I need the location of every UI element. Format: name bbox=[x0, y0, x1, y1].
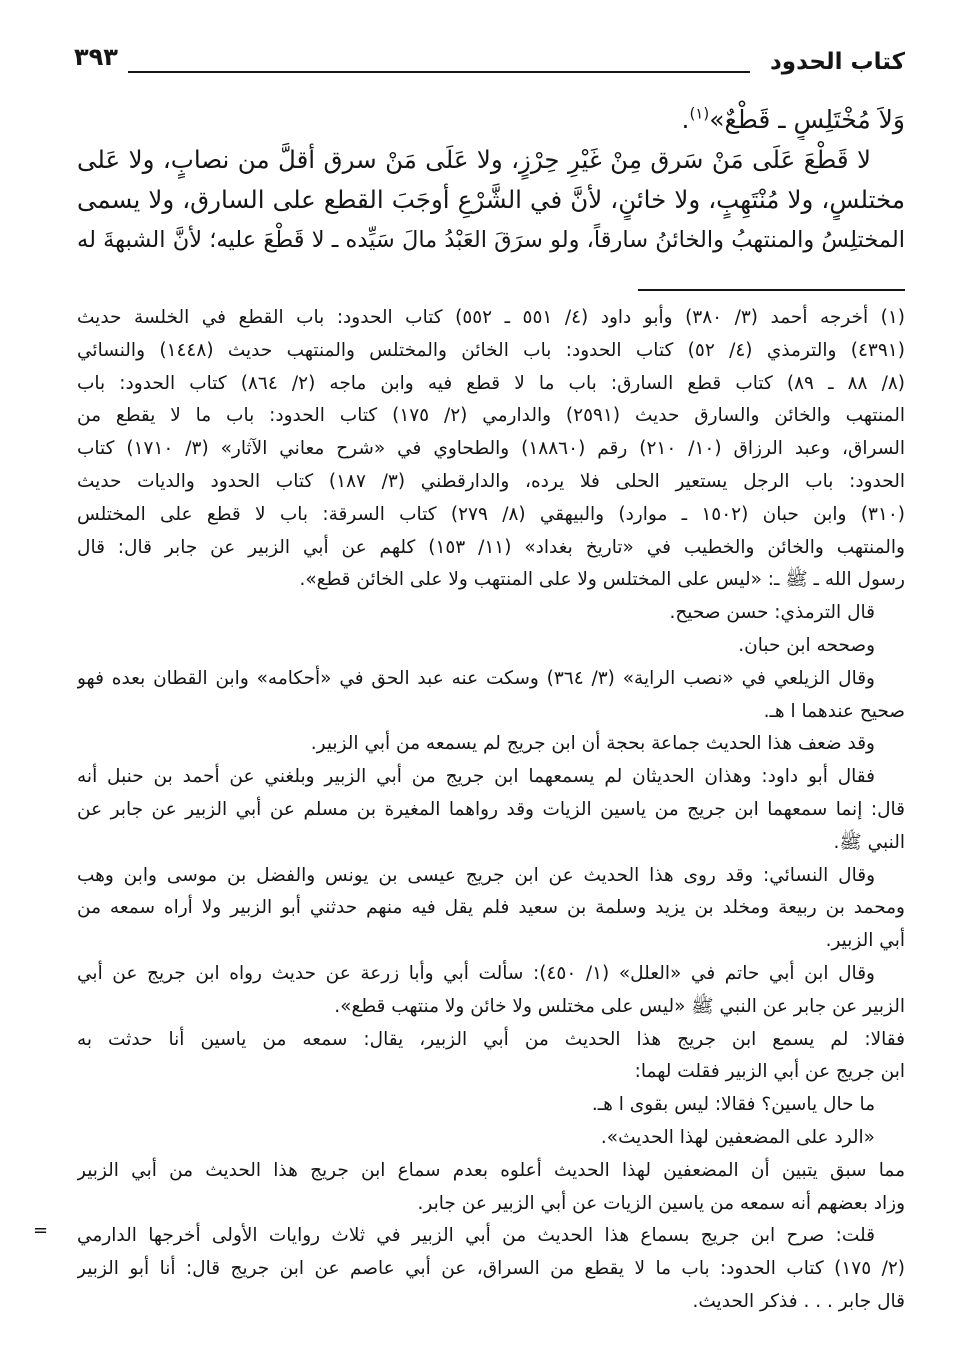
footnote-reference: (١) bbox=[689, 104, 710, 123]
running-head-title: كتاب الحدود bbox=[769, 49, 905, 75]
footnote-line: وقال ابن أبي حاتم في «العلل» (١/ ٤٥٠): سألت أبي وأبا زرعة عن حديث رواه ابن جريج عن أبي bbox=[77, 962, 875, 984]
footnote-line: وزاد بعضهم أنه سمعه من ياسين الزيات عن أبي الزبير عن جابر. bbox=[417, 1192, 905, 1214]
main-text-punctuation: . bbox=[681, 105, 690, 134]
footnote-line: أبي الزبير. bbox=[825, 930, 905, 952]
footnote-line: وقال الزيلعي في «نصب الراية» (٣/ ٣٦٤) وسكت عنه عبد الحق في «أحكامه» وابن القطان بعده فهو bbox=[77, 667, 875, 689]
footnote-line: الزبير عن جابر عن النبي ﷺ «ليس على مختلس ولا خائن ولا منتهب قطع». bbox=[334, 995, 905, 1017]
footnote-line: صحيح عندهما ا هـ. bbox=[763, 700, 905, 722]
margin-mark: = bbox=[33, 1220, 49, 1241]
footnote-line: فقال أبو داود: وهذان الحديثان لم يسمعهما ابن جريج من أبي الزبير وبلغني عن أحمد بن حنبل أنه bbox=[77, 766, 875, 788]
footnote-line: قال: إنما سمعهما ابن جريج من ياسين الزيات وقد رواهما المغيرة بن مسلم عن أبي الزبير عن جابر عن bbox=[77, 798, 905, 820]
footnote-line: قال الترمذي: حسن صحيح. bbox=[669, 602, 875, 624]
footnote-line: قال جابر . . . فذكر الحديث. bbox=[692, 1290, 905, 1312]
footnote-line: (٣١٠) وابن حبان (١٥٠٢ ـ موارد) والبيهقي (٨/ ٢٧٩) كتاب السرقة: باب لا قطع على المختلس bbox=[77, 503, 905, 525]
footnotes bbox=[77, 302, 905, 1319]
footnote-line: ابن جريج عن أبي الزبير فقلت لهما: bbox=[634, 1061, 905, 1083]
footnote-separator bbox=[638, 289, 905, 291]
page-number: ٣٩٣ bbox=[74, 43, 118, 71]
main-text-fragment: وَلاَ مُخْتَلِسٍ ـ قَطْعٌ» bbox=[709, 105, 905, 134]
footnote-line: السراق، وعبد الرزاق (١٠/ ٢١٠) رقم (١٨٨٦٠) والطحاوي في «شرح معاني الآثار» (٣/ ١٧١٠) كتاب bbox=[77, 438, 905, 460]
footnote-line: ومحمد بن ربيعة ومخلد بن يزيد وسلمة بن سعيد فلم يقل فيه منهم حدثني أبو الزبير ولا أراه سمعه من bbox=[77, 897, 905, 919]
main-text-line bbox=[77, 100, 905, 140]
main-text-line: لا قَطْعَ عَلَى مَنْ سَرق مِنْ غَيْرِ حِرْزٍ، ولا عَلَى مَنْ سرق أقلَّ من نصابٍ، ولا عَلى bbox=[77, 145, 871, 174]
footnote-line: مما سبق يتبين أن المضعفين لهذا الحديث أعلوه بعدم سماع ابن جريج هذا الحديث من أبي الزبير bbox=[77, 1159, 905, 1181]
footnote-line: الحدود: باب الرجل يستعير الحلى فلا يرده، والدارقطني (٣/ ١٨٧) كتاب الحدود والديات حديث bbox=[77, 470, 905, 492]
footnote-line: المنتهب والخائن والسارق حديث (٢٥٩١) والدارمي (٢/ ١٧٥) كتاب الحدود: باب ما لا يقطع من bbox=[77, 405, 905, 427]
main-text bbox=[77, 100, 905, 260]
footnote-line: (٨/ ٨٨ ـ ٨٩) كتاب قطع السارق: باب ما لا قطع فيه وابن ماجه (٢/ ٨٦٤) كتاب الحدود: باب bbox=[77, 372, 905, 394]
footnote-line: وقد ضعف هذا الحديث جماعة بحجة أن ابن جريج لم يسمعه من أبي الزبير. bbox=[310, 733, 875, 755]
footnote-line: (١) أخرجه أحمد (٣/ ٣٨٠) وأبو داود (٤/ ٥٥١ ـ ٥٥٢) كتاب الحدود: باب القطع في الخلسة حديث bbox=[77, 307, 905, 328]
footnote-line: (٤٣٩١) والترمذي (٤/ ٥٢) كتاب الحدود: باب الخائن والمختلس والمنتهب حديث (١٤٤٨) والنسائي bbox=[77, 339, 905, 361]
footnote-line: وصححه ابن حبان. bbox=[738, 634, 875, 656]
footnote-line: فقالا: لم يسمع ابن جريج هذا الحديث من أبي الزبير، يقال: سمعه من ياسين أنا حدثت به bbox=[77, 1028, 905, 1050]
footnote-line: النبي ﷺ. bbox=[833, 831, 905, 853]
footnote-line: وقال النسائي: وقد روى هذا الحديث عن ابن جريج عيسى بن يونس والفضل بن موسى وابن وهب bbox=[77, 864, 875, 886]
main-text-line: مختلسٍ، ولا مُنْتَهِبٍ، ولا خائنٍ، لأنَّ في الشَّرْعِ أوجَبَ القطع على السارق، ولا يسمى bbox=[77, 185, 905, 214]
footnote-line: «الرد على المضعفين لهذا الحديث». bbox=[600, 1126, 875, 1148]
footnote-line: ما حال ياسين؟ فقالا: ليس بقوى ا هـ. bbox=[591, 1094, 875, 1116]
footnote-line: قلت: صرح ابن جريج بسماع هذا الحديث من أبي الزبير في ثلاث روايات الأولى أخرجها الدارمي bbox=[77, 1225, 875, 1247]
main-text-line: المختلِسُ والمنتهبُ والخائنُ سارقاً، ولو سرَقَ العَبْدُ مالَ سَيِّده ـ لا قَطْعَ عليه؛ لأنَّ الشبهةَ له bbox=[77, 227, 905, 253]
footnote-line: والمنتهب والخائن والخطيب في «تاريخ بغداد» (١١/ ١٥٣) كلهم عن أبي الزبير عن جابر قال: قال bbox=[77, 536, 905, 558]
footnote-line: رسول الله ـ ﷺ ـ: «ليس على المختلس ولا على المنتهب ولا على الخائن قطع». bbox=[299, 569, 905, 591]
footnote-line: (٢/ ١٧٥) كتاب الحدود: باب ما لا يقطع من السراق، عن أبي عاصم عن ابن جريج قال: أنا أبو الزبير bbox=[77, 1258, 905, 1280]
header-rule bbox=[128, 71, 750, 73]
